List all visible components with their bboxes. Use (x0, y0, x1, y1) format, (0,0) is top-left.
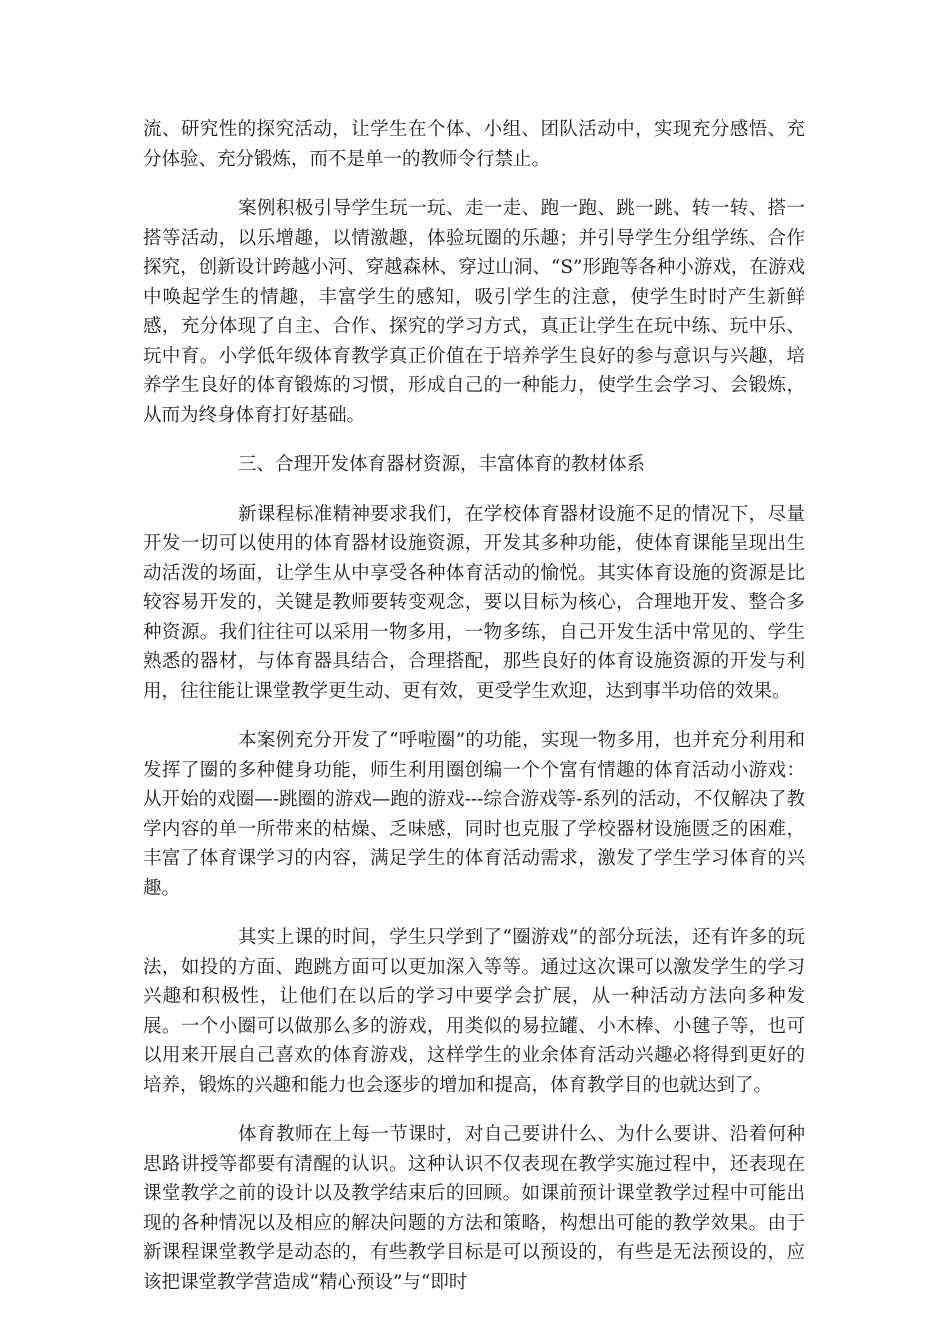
paragraph-equipment-resources: 新课程标准精神要求我们，在学校体育器材设施不足的情况下，尽量开发一切可以使用的体育器材设施资源，开发其多种功能，使体育课能呈现出生动活泼的场面，让学生从中享受各种体育活动的愉悦。其实体育设施的资源是比较容易开发的，关键是教师要转变观念，要以目标为核心，合理地开发、整合多种资源。我们往往可以采用一物多用，一物多练，自己开发生活中常见的、学生熟悉的器材，与体育器具结合，合理搭配，那些良好的体育设施资源的开发与利用，往往能让课堂教学更生动、更有效，更受学生欢迎，达到事半功倍的效果。 (143, 503, 805, 702)
paragraph-case-activities: 案例积极引导学生玩一玩、走一走、跑一跑、跳一跳、转一转、搭一搭等活动，以乐增趣，以情激趣，体验玩圈的乐趣；并引导学生分组学练、合作探究，创新设计跨越小河、穿越森林、穿过山洞、“S”形跑等各种小游戏，在游戏中唤起学生的情趣，丰富学生的感知，吸引学生的注意，使学生时时产生新鲜感，充分体现了自主、合作、探究的学习方式，真正让学生在玩中练、玩中乐、玩中育。小学低年级体育教学真正价值在于培养学生良好的参与意识与兴趣，培养学生良好的体育锻炼的习惯，形成自己的一种能力，使学生会学习、会锻炼，从而为终身体育打好基础。 (143, 198, 805, 426)
section-heading: 三、合理开发体育器材资源，丰富体育的教材体系 (238, 454, 646, 475)
document-body (143, 115, 805, 1317)
paragraph-hula-hoop: 本案例充分开发了“呼啦圈”的功能，实现一物多用，也并充分利用和发挥了圈的多种健身功能，师生利用圈创编一个个富有情趣的体育活动小游戏：从开始的戏圈—-跳圈的游戏—跑的游戏---综合游戏等-系列的活动，不仅解决了教学内容的单一所带来的枯燥、乏味感，同时也克服了学校器材设施匮乏的困难，丰富了体育课学习的内容，满足学生的体育活动需求，激发了学生学习体育的兴趣。 (143, 730, 805, 899)
paragraph-circle-games: 其实上课的时间，学生只学到了“圈游戏”的部分玩法，还有许多的玩法，如投的方面、跑跳方面可以更加深入等等。通过这次课可以激发学生的学习兴趣和积极性，让他们在以后的学习中要学会扩展，从一种活动方法向多种发展。一个小圈可以做那么多的游戏，用类似的易拉罐、小木棒、小毽子等，也可以用来开展自己喜欢的体育游戏，这样学生的业余体育活动兴趣必将得到更好的培养，锻炼的兴趣和能力也会逐步的增加和提高，体育教学目的也就达到了。 (143, 927, 805, 1096)
paragraph-teacher-reflection: 体育教师在上每一节课时，对自己要讲什么、为什么要讲、沿着何种思路讲授等都要有清醒的认识。这种认识不仅表现在教学实施过程中，还表现在课堂教学之前的设计以及教学结束后的回顾。如课前预计课堂教学过程中可能出现的各种情况以及相应的解决问题的方法和策略，构想出可能的教学效果。由于新课程课堂教学是动态的，有些教学目标是可以预设的，有些是无法预设的，应该把课堂教学营造成“精心预设”与“即时 (143, 1124, 805, 1293)
paragraph-continuation: 流、研究性的探究活动，让学生在个体、小组、团队活动中，实现充分感悟、充分体验、充分锻炼，而不是单一的教师令行禁止。 (143, 119, 805, 170)
